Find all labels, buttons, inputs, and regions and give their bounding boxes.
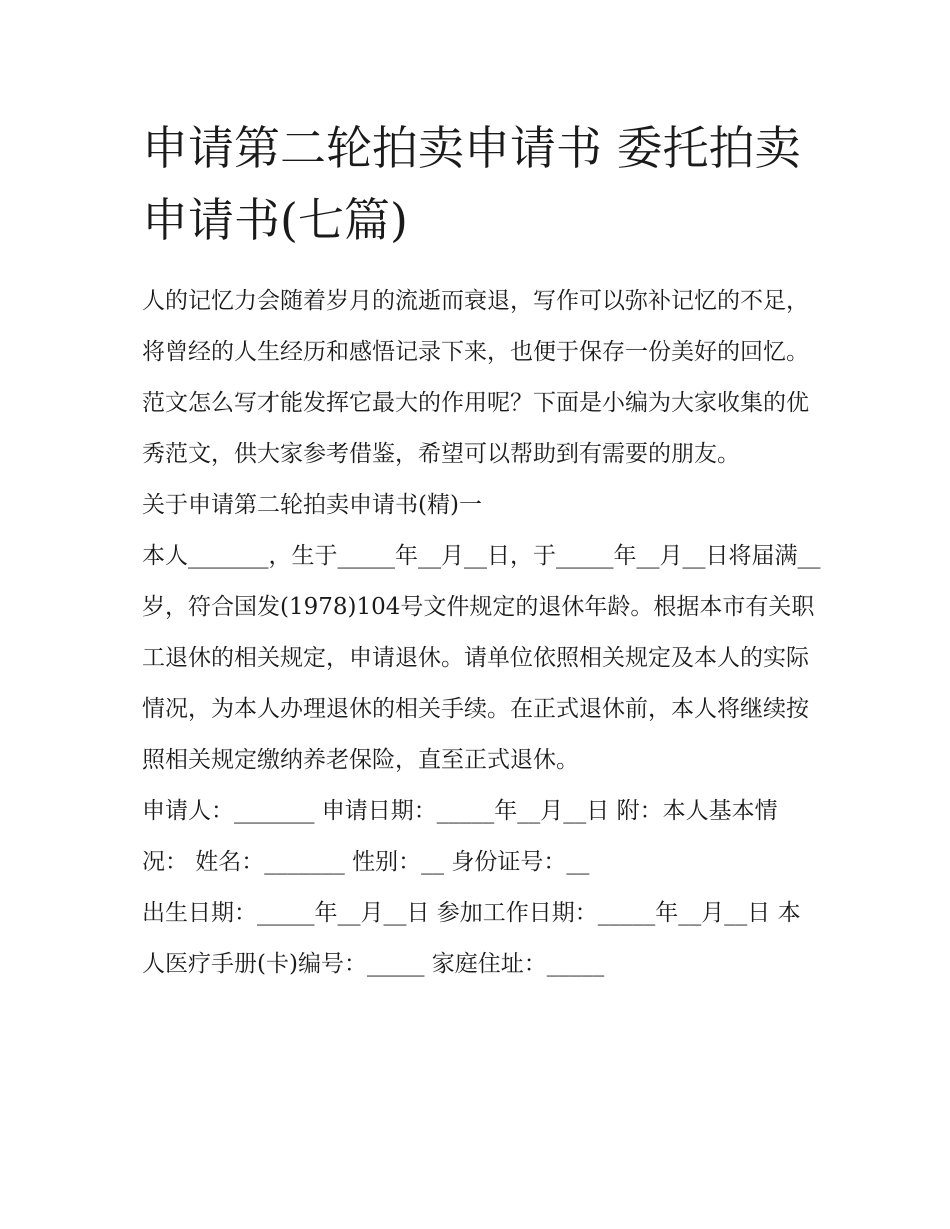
applicant-info-paragraph: 申请人：_______ 申请日期：_____年__月__日 附：本人基本情况： 姓名：_______ 性别：__ 身份证号：__ xyxy=(142,798,778,875)
document-body xyxy=(142,276,822,990)
birth-info-paragraph: 出生日期：_____年__月__日 参加工作日期：_____年__月__日 本人医疗手册(卡)编号：_____ 家庭住址：_____ xyxy=(142,900,801,977)
retirement-paragraph: 本人_______，生于_____年__月__日，于_____年__月__日将届满__岁，符合国发(1978)104号文件规定的退休年龄。根据本市有关职工退休的相关规定，申请退休。请单位依照相关规定及本人的实际情况，为本人办理退休的相关手续。在正式退休前，本人将继续按照相关规定缴纳养老保险，直至正式退休。 xyxy=(142,543,821,773)
intro-paragraph: 人的记忆力会随着岁月的流逝而衰退，写作可以弥补记忆的不足，将曾经的人生经历和感悟记录下来，也便于保存一份美好的回忆。范文怎么写才能发挥它最大的作用呢？下面是小编为大家收集的优秀范文，供大家参考借鉴，希望可以帮助到有需要的朋友。 xyxy=(142,288,809,467)
document-title: 申请第二轮拍卖申请书 委托拍卖申请书(七篇) xyxy=(142,121,801,247)
section-heading: 关于申请第二轮拍卖申请书(精)一 xyxy=(142,492,482,518)
